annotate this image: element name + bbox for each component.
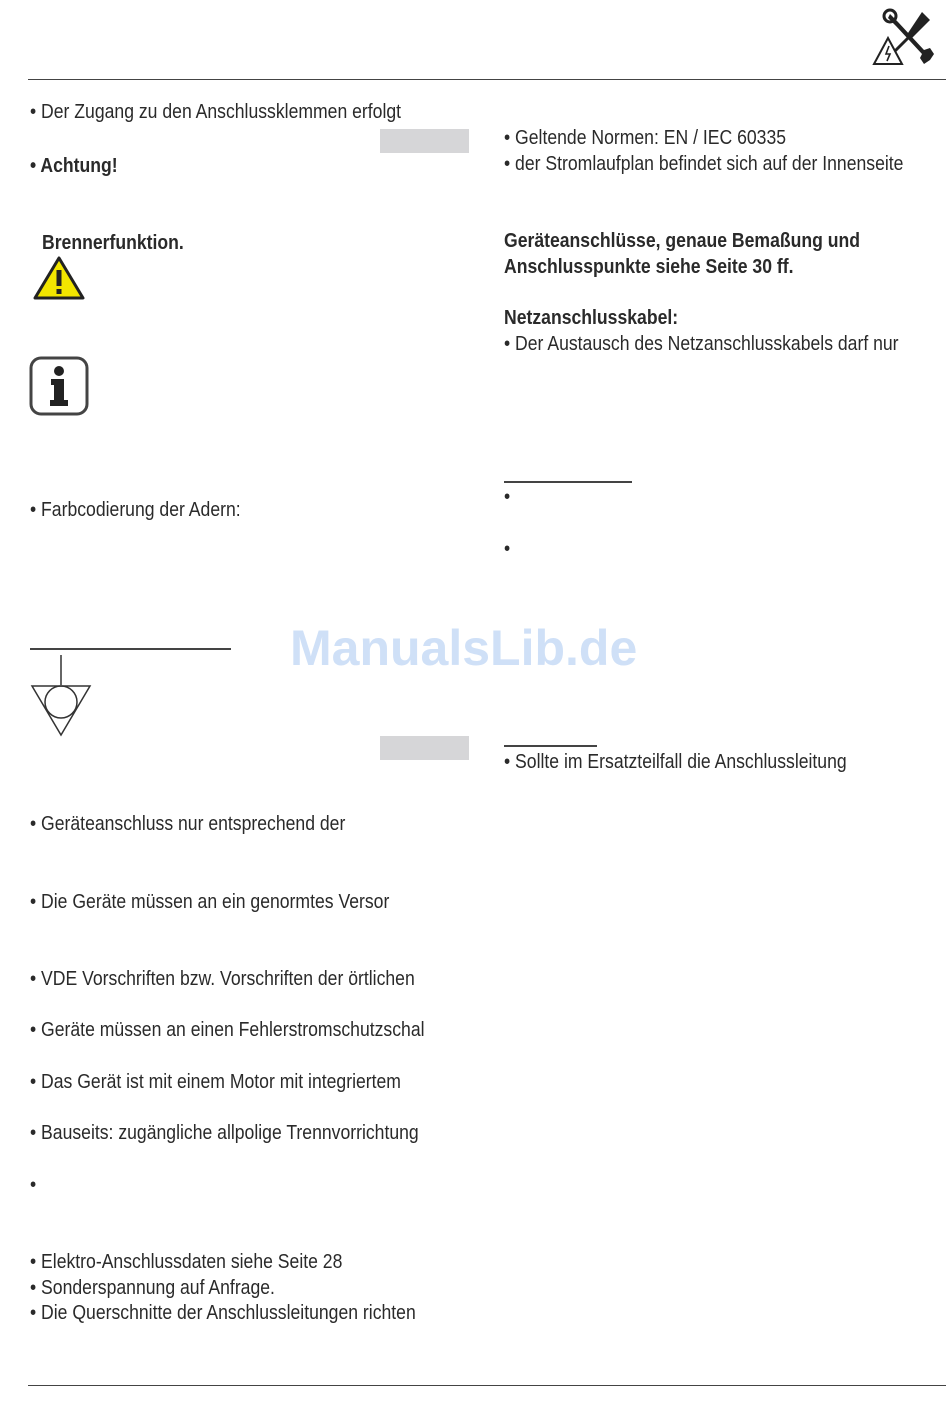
info-icon — [29, 356, 89, 416]
querschnitte-text: • Die Querschnitte der Anschlussleitungen richten — [30, 1302, 416, 1324]
warning-triangle-icon — [32, 255, 86, 301]
normen-text: • Geltende Normen: EN / IEC 60335 — [504, 127, 787, 149]
equipotential-ground-icon — [30, 655, 92, 739]
gray-box-2 — [380, 736, 469, 760]
anschluesse-heading-2: Anschlusspunkte siehe Seite 30 ff. — [504, 256, 794, 278]
footer-rule — [28, 1385, 946, 1386]
header-rule — [28, 79, 946, 80]
geraeteanschluss-text: • Geräteanschluss nur entsprechend der — [30, 813, 346, 835]
farbcodierung-text: • Farbcodierung der Adern: — [30, 499, 241, 521]
bauseits-text: • Bauseits: zugängliche allpolige Trennvorrichtung — [30, 1122, 419, 1144]
elektro-text: • Elektro-Anschlussdaten siehe Seite 28 — [30, 1251, 343, 1273]
bullet-empty: • — [30, 1174, 37, 1196]
versorgung-text: • Die Geräte müssen an ein genormtes Versor — [30, 891, 390, 913]
achtung-text: • Achtung! — [30, 155, 118, 177]
watermark: ManualsLib.de — [290, 620, 638, 676]
bullet-right-1: • — [504, 486, 511, 508]
anschluesse-heading-1: Geräteanschlüsse, genaue Bemaßung und — [504, 230, 861, 252]
fehlerstrom-text: • Geräte müssen an einen Fehlerstromschutzschal — [30, 1019, 425, 1041]
netzanschluss-heading: Netzanschlusskabel: — [504, 307, 679, 329]
vde-text: • VDE Vorschriften bzw. Vorschriften der örtlichen — [30, 968, 415, 990]
sonderspannung-text: • Sonderspannung auf Anfrage. — [30, 1277, 275, 1299]
section-rule-right-2 — [504, 745, 597, 747]
bullet-right-2: • — [504, 538, 511, 560]
brenner-text: Brennerfunktion. — [42, 232, 184, 254]
motor-text: • Das Gerät ist mit einem Motor mit integriertem — [30, 1071, 401, 1093]
sollte-text: • Sollte im Ersatzteilfall die Anschlussleitung — [504, 751, 847, 773]
tools-electrical-icon — [870, 8, 938, 72]
netzanschluss-text: • Der Austausch des Netzanschlusskabels darf nur — [504, 333, 899, 355]
gray-box-1 — [380, 129, 469, 153]
section-rule-right-1 — [504, 481, 632, 483]
section-rule-left — [30, 648, 231, 650]
zugang-text: • Der Zugang zu den Anschlussklemmen erfolgt — [30, 101, 402, 123]
stromlaufplan-text: • der Stromlaufplan befindet sich auf der Innenseite — [504, 153, 904, 175]
